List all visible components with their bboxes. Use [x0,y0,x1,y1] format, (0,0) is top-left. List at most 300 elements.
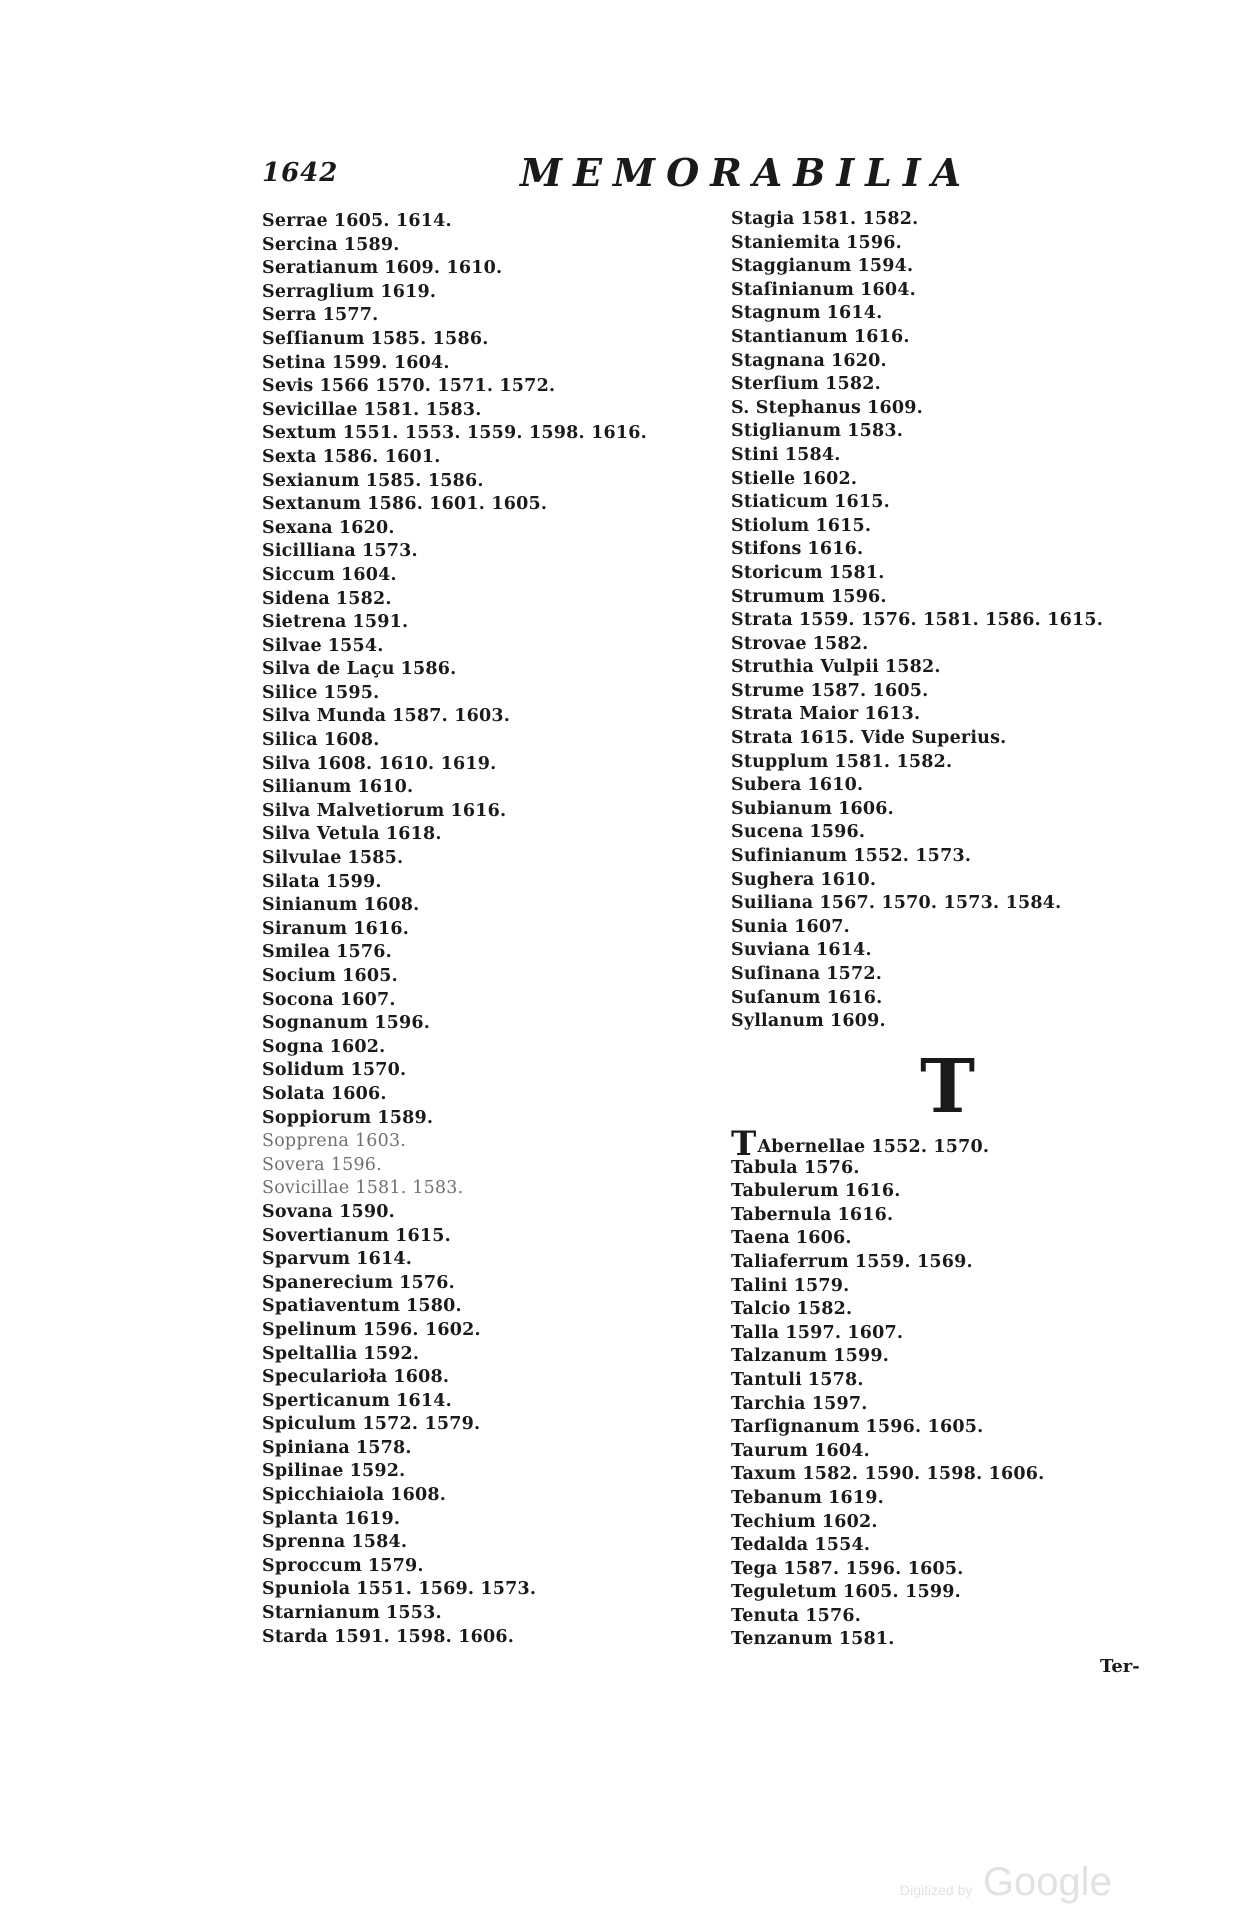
entry-years: 1613. [864,704,921,725]
index-entry [731,1605,1151,1629]
entry-years: 1586. 1601. [322,446,441,467]
entry-place-name: Sparvum [262,1249,351,1270]
index-entry [262,1319,702,1343]
entry-years: 1596. [330,1154,382,1175]
index-entry [262,1366,702,1390]
index-entry [262,753,702,777]
index-entry [731,491,1151,515]
entry-place-name: Talla [731,1322,780,1343]
entry-place-name: Solata [262,1083,325,1104]
index-entry [262,1437,702,1461]
entry-place-name: Seratianum [262,258,379,279]
entry-years: 1599. [325,871,382,892]
entry-years: 1614. [356,1249,413,1270]
index-entry [731,1124,1151,1164]
entry-years: 1596. 1602. [362,1319,481,1340]
entry-place-name: Sietrena [262,612,347,633]
entry-place-name: Starnianum [262,1603,380,1624]
entry-years: 1552. 1570. [871,1137,990,1157]
entry-place-name: Tenzanum [731,1629,833,1650]
index-entry [262,989,702,1013]
entry-years: 1576. [805,1605,862,1626]
entry-years: 1582. [335,588,392,609]
digitized-watermark [900,1860,1112,1905]
index-entry [262,352,702,376]
index-entry [262,894,702,918]
entry-years: 1581. [828,562,885,583]
entry-place-name: Sicilliana [262,541,356,562]
entry-place-name: Strata [731,610,793,631]
index-entry [262,399,702,423]
entry-years: 1576. [399,1272,455,1293]
index-entry [262,540,702,564]
entry-place-name: Sperticanum [262,1390,391,1411]
index-entry [262,1177,702,1201]
entry-place-name: Sextum [262,423,337,444]
index-entry [262,1225,702,1249]
entry-years: 1597. [811,1393,868,1414]
entry-years: 1582. [796,1299,853,1320]
index-entry [731,774,1151,798]
entry-place-name: Stiglianum [731,421,842,442]
entry-place-name: Sucena [731,822,804,843]
entry-years: 1573. [361,541,418,562]
index-entry [262,705,702,729]
index-entry [731,326,1151,350]
index-entry [731,751,1151,775]
entry-years: 1581. 1583. [363,399,482,420]
entry-place-name: Tebanum [731,1487,823,1508]
entry-place-name: Sextanum [262,494,362,515]
index-entry [731,1227,1151,1251]
entry-years: 1615. [395,1225,451,1246]
index-entry [262,1059,702,1083]
entry-place-name: Sognanum [262,1013,369,1034]
watermark-small-text: Digitized by [900,1882,973,1898]
catchword: Ter- [1100,1656,1140,1677]
entry-place-name: Stagnana [731,350,826,371]
entry-years: 1596. [809,822,866,843]
entry-years: 1604. [341,564,397,585]
index-entry [731,1558,1151,1582]
right-column [731,208,1151,1034]
entry-years: 1566 1570. 1571. 1572. [319,376,556,397]
entry-years: 1590. [339,1201,395,1222]
entry-years: 1616. [844,1181,901,1202]
index-entry [262,1036,702,1060]
entry-place-name: Silva Vetula [262,824,380,845]
entry-place-name: Tabula [731,1157,798,1178]
entry-place-name: Strume [731,680,805,701]
index-entry [731,1298,1151,1322]
entry-place-name: Stifons [731,539,802,560]
entry-years: 1594. [857,256,914,277]
entry-years: 1616. [807,539,864,560]
entry-years: 1554. [327,635,384,656]
entry-place-name: Smilea [262,942,331,963]
entry-place-name: Sughera [731,869,815,890]
index-entry [262,1484,702,1508]
entry-years: 1607. [339,989,396,1010]
index-entry [731,538,1151,562]
index-entry [262,422,702,446]
entry-place-name: Tabulerum [731,1181,839,1202]
index-entry [731,397,1151,421]
index-entry [262,871,702,895]
entry-years: 1609. [867,397,923,418]
entry-years: 1615. [834,492,890,513]
entry-place-name: Siranum [262,918,348,939]
entry-years: 1619. [828,1487,884,1508]
entry-place-name: Sexianum [262,470,360,491]
page-number: 1642 [262,158,339,188]
entry-place-name: Sunia [731,916,789,937]
entry-place-name: Spiculum [262,1414,357,1435]
index-entry [262,1555,702,1579]
entry-years: 1579. [367,1555,424,1576]
index-entry [731,1010,1151,1034]
entry-place-name: Sevis [262,376,314,397]
entry-place-name: Stiaticum [731,492,829,513]
entry-years: 1582. 1590. 1598. 1606. [802,1464,1045,1485]
entry-place-name: Staniemita [731,232,841,253]
entry-place-name: Tenuta [731,1605,800,1626]
index-entry [262,375,702,399]
entry-years: 1605. [342,966,398,986]
index-entry [731,279,1151,303]
entry-years: 1582. [825,374,881,395]
entry-place-name: Splanta [262,1508,339,1529]
entry-years: 1552. 1573. [853,846,972,867]
index-entry [731,1180,1151,1204]
entry-place-name: Stiolum [731,515,810,536]
index-entry [262,1602,702,1626]
entry-years: 1553. [385,1603,442,1624]
drop-capital: T [731,1124,757,1164]
index-entry [731,1345,1151,1369]
entry-place-name: Sinianum [262,895,358,916]
index-entry [262,729,702,753]
entry-place-name: Staſinianum [731,279,855,300]
index-entry [731,609,1151,633]
entry-place-name: Sovicillae [262,1178,350,1199]
index-entry [731,350,1151,374]
index-entry [262,210,702,234]
entry-years: 1587. 1603. [392,706,511,727]
entry-place-name: Silata [262,871,320,892]
entry-years: 1614. [815,940,872,961]
entry-place-name: Spicchiaiola [262,1485,385,1506]
entry-place-name: Sexta [262,446,317,467]
entry-place-name: Silvulae [262,848,342,869]
entry-place-name: Tarchia [731,1393,806,1414]
index-entry [731,1628,1151,1652]
section-letter: T [920,1044,976,1130]
index-entry [262,1130,702,1154]
entry-years: 1606. [838,798,894,819]
entry-place-name: Tantuli [731,1369,802,1390]
entry-years: 1581. 1582. [834,751,953,772]
entry-years: 1580. [406,1296,462,1317]
entry-years: 1591. 1598. 1606. [334,1626,515,1647]
entry-place-name: Struthia Vulpii [731,657,879,678]
entry-place-name: Silice [262,682,318,703]
entry-years: 1582. [884,657,941,678]
entry-place-name: Suſinana [731,964,821,984]
index-entry [731,1416,1151,1440]
entry-place-name: Stagnum [731,303,821,324]
index-entry [731,845,1151,869]
entry-place-name: Tarſignanum [731,1417,860,1438]
entry-place-name: Spilinae [262,1461,344,1482]
index-entry [731,1275,1151,1299]
entry-years: 1596. [830,586,887,607]
entry-place-name: Suſanum [731,987,821,1008]
entry-years: 1616. [837,1204,894,1225]
entry-place-name: Socium [262,966,337,986]
entry-years: 1608. [323,730,380,751]
index-entry [262,1083,702,1107]
entry-place-name: Staggianum [731,256,852,277]
entry-place-name: Subera [731,775,802,796]
entry-years: 1609. 1610. [384,258,503,279]
entry-years: 1589. [377,1107,434,1128]
entry-years: 1584. [351,1532,408,1553]
entry-years: 1586. [400,659,457,680]
index-entry [731,586,1151,610]
index-entry [731,1463,1151,1487]
index-entry [262,658,702,682]
index-entry [731,1251,1151,1275]
entry-place-name: Sopprena [262,1131,349,1152]
index-entry [731,1393,1151,1417]
entry-place-name: Stini [731,444,779,465]
entry-years: 1576. [336,942,392,963]
index-entry [731,302,1151,326]
entry-years: 1605. 1614. [333,211,452,231]
entry-years: 1608. 1610. 1619. [316,753,497,774]
index-entry [262,446,702,470]
entry-years: 1619. [380,281,437,302]
entry-place-name: Spanerecium [262,1272,394,1293]
entry-years: 1618. [385,824,442,845]
entry-place-name: Soppiorum [262,1107,372,1128]
entry-place-name: Starda [262,1626,329,1647]
index-entry [262,1154,702,1178]
entry-years: 1578. [355,1437,412,1458]
index-entry [731,1534,1151,1558]
index-entry [262,1343,702,1367]
entry-years: 1597. 1607. [785,1322,904,1343]
entry-years: 1551. 1553. 1559. 1598. 1616. [342,423,647,444]
entry-years: 1585. [347,848,404,869]
index-entry [731,515,1151,539]
entry-place-name: Tedalda [731,1535,809,1556]
index-entry [262,1272,702,1296]
entry-years: 1614. [826,303,883,324]
index-entry [731,680,1151,704]
entry-years: 1592. [349,1461,406,1482]
entry-place-name: Syllanum [731,1011,825,1032]
index-entry [262,588,702,612]
index-entry [731,1322,1151,1346]
entry-place-name: Serraglium [262,281,375,302]
index-entry [262,1390,702,1414]
entry-place-name: Spatiaventum [262,1296,401,1317]
index-entry [262,847,702,871]
entry-place-name: Setina [262,352,326,373]
entry-years: 1620. [831,350,887,371]
entry-years: 1608. [363,895,420,916]
index-entry [262,1578,702,1602]
entry-years: 1595. [323,682,380,703]
entry-place-name: Seſſianum [262,328,365,349]
entry-years: 1616. [826,987,883,1008]
entry-place-name: Silvae [262,635,322,656]
entry-place-name: Strata [731,728,793,749]
entry-years: 1596. [846,232,902,253]
entry-place-name: Sufinianum [731,846,848,867]
entry-years: 1605. 1599. [843,1582,961,1603]
entry-years: 1581. [838,1629,895,1650]
entry-place-name: Teguletum [731,1582,838,1603]
entry-place-name: Sogna [262,1036,324,1057]
index-entry [262,682,702,706]
entry-place-name: Tega [731,1558,778,1579]
entry-place-name: Specularioła [262,1367,388,1388]
index-entry [731,1511,1151,1535]
index-entry [262,965,702,989]
entry-place-name: Sexana [262,517,333,538]
entry-years: 1579. [793,1275,850,1296]
entry-years: 1596. [374,1013,430,1034]
index-entry [731,373,1151,397]
index-entry [731,821,1151,845]
entry-years: 1559. 1569. [854,1251,973,1272]
index-entry [262,517,702,541]
index-entry [262,564,702,588]
entry-years: 1606. [795,1228,852,1249]
entry-place-name: Speltallia [262,1343,358,1364]
entry-years: 1585. 1586. [365,470,484,491]
index-entry [731,468,1151,492]
left-column [262,210,702,1649]
entry-place-name: Sovana [262,1201,334,1222]
entry-place-name: Stupplum [731,751,829,772]
entry-place-name: Silva Malvetiorum [262,800,445,821]
entry-place-name: Taurum [731,1440,809,1461]
entry-place-name: Abernellae [757,1137,866,1157]
index-entry [731,1487,1151,1511]
entry-years: 1606. [330,1083,387,1104]
entry-place-name: Tabernula [731,1204,832,1225]
index-entry [262,493,702,517]
entry-years: 1572. [826,964,883,984]
index-entry [731,892,1151,916]
index-entry [262,281,702,305]
entry-years: 1599. 1604. [331,352,450,373]
entry-years: 1608. [390,1485,447,1506]
entry-years: 1608. [393,1367,450,1388]
entry-place-name: Silva de Laçu [262,659,395,680]
index-entry [262,1012,702,1036]
entry-years: 1578. [807,1369,864,1390]
entry-place-name: Stielle [731,468,796,489]
index-entry [731,232,1151,256]
entry-place-name: Serra [262,305,317,326]
entry-years: 1610. [820,869,877,890]
index-entry [731,1440,1151,1464]
index-entry [262,823,702,847]
entry-years: 1583. [847,421,904,442]
entry-years: 1616. [353,918,410,939]
entry-years: 1603. [354,1131,407,1152]
index-entry [731,420,1151,444]
index-entry [731,656,1151,680]
entry-place-name: Techium [731,1511,816,1532]
entry-years: 1616. [450,800,507,821]
index-entry [731,1369,1151,1393]
entry-years: 1582. [812,633,869,654]
index-entry [262,1508,702,1532]
index-entry [262,1626,702,1650]
entry-place-name: Talzanum [731,1346,828,1367]
index-entry [731,916,1151,940]
entry-years: 1577. [322,305,379,326]
entry-place-name: Sovera [262,1154,325,1175]
entry-years: 1576. [803,1157,860,1178]
index-entry [731,727,1151,751]
entry-years: 1620. [338,517,395,538]
index-entry [262,1201,702,1225]
entry-place-name: Silianum [262,777,352,798]
index-entry [731,1581,1151,1605]
entry-place-name: Spuniola [262,1579,351,1600]
index-entry [262,611,702,635]
running-title: MEMORABILIA [520,150,973,195]
index-entry [731,633,1151,657]
entry-years: 1554. [814,1535,871,1556]
entry-years: 1610. [807,775,864,796]
index-entry [262,1107,702,1131]
index-entry [262,234,702,258]
index-entry [262,1413,702,1437]
entry-place-name: Sprenna [262,1532,346,1553]
entry-place-name: Silva Munda [262,706,387,727]
index-entry [731,963,1151,987]
entry-years: 1615. [815,515,872,536]
entry-years: 1604. [860,279,916,300]
index-entry [262,328,702,352]
entry-place-name: Serrae [262,211,328,231]
entry-years: 1559. 1576. 1581. 1586. 1615. [798,610,1104,631]
entry-place-name: Sidena [262,588,330,609]
entry-place-name: Siccum [262,564,336,585]
index-entry [262,1460,702,1484]
index-entry [731,1204,1151,1228]
entry-years: 1587. 1605. [810,680,929,701]
entry-place-name: Solidum [262,1060,345,1081]
watermark-logo-text: Google [982,1860,1112,1904]
index-entry [262,918,702,942]
entry-place-name: Socona [262,989,334,1010]
entry-years: 1589. [343,234,400,255]
entry-place-name: Stagia [731,209,795,229]
index-entry [731,562,1151,586]
entry-years: 1619. [344,1508,401,1529]
entry-years: 1570. [350,1060,407,1081]
entry-place-name: Strovae [731,633,807,654]
